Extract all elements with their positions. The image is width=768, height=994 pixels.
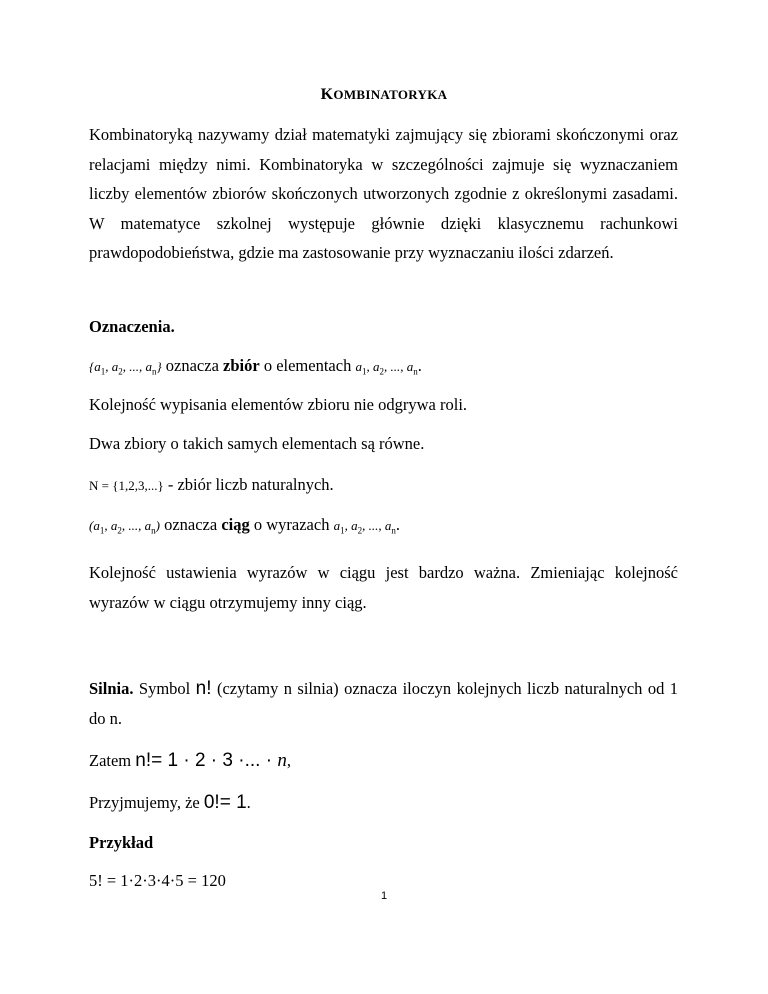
- factorial-heading: Silnia.: [89, 679, 134, 698]
- set-formula: {$a_1$, $a_2$, ..., $a_n$}: [89, 359, 162, 377]
- factorial-symbol: n!: [195, 678, 212, 699]
- factorial-paragraph: Silnia. Symbol n! (czytamy n silnia) oznacza iloczyn kolejnych liczb naturalnych od 1 do n.: [89, 678, 678, 728]
- zero-factorial-formula: 0!= 1: [203, 792, 247, 813]
- page-number: 1: [380, 890, 388, 902]
- naturals-text: - zbiór liczb naturalnych.: [163, 475, 334, 494]
- naturals-formula: N = {1,2,3,...}: [89, 478, 164, 493]
- example-heading: Przykład: [89, 833, 154, 852]
- factorial-definition: Zatem n!= 1 · 2 · 3 ·... · n,: [89, 750, 291, 771]
- sequence-formula: ($a_1$, $a_2$, ..., $a_n$): [89, 518, 160, 536]
- factorial-formula: n!= 1 · 2 · 3 ·... · n: [135, 750, 287, 771]
- sequence-order-note: Kolejność ustawienia wyrazów w ciągu jest bardzo ważna. Zmieniając kolejność wyrazów w ciągu otrzymujemy inny ciąg.: [89, 563, 678, 612]
- example-formula: 5! = 1·2·3·4·5 = 120: [89, 871, 226, 890]
- set-definition: {$a_1$, $a_2$, ..., $a_n$} oznacza zbiór o elementach $a_1$, $a_2$, ..., $a_n$.: [89, 356, 422, 377]
- zero-factorial: Przyjmujemy, że 0!= 1.: [89, 792, 251, 813]
- notation-heading: Oznaczenia.: [89, 317, 175, 336]
- naturals-definition: [89, 474, 334, 497]
- page-title: KOMBINATORYKA: [320, 86, 448, 103]
- intro-paragraph: Kombinatoryką nazywamy dział matematyki zajmujący się zbiorami skończonymi oraz relacjami między nimi. Kombinatoryka w szczególności zajmuje się wyznaczaniem liczby elementów zbiorów skończonych utworzonych zgodnie z określonymi zasadami. W matematyce szkolnej występuje głównie dzięki klasycznemu rachunkowi prawdopodobieństwa, gdzie ma zastosowanie przy wyznaczaniu ilości zdarzeń.: [89, 125, 678, 262]
- set-equality-note: Dwa zbiory o takich samych elementach są równe.: [89, 434, 425, 453]
- set-order-note: Kolejność wypisania elementów zbioru nie odgrywa roli.: [89, 395, 468, 414]
- sequence-definition: ($a_1$, $a_2$, ..., $a_n$) oznacza ciąg o wyrazach $a_1$, $a_2$, ..., $a_n$.: [89, 515, 400, 536]
